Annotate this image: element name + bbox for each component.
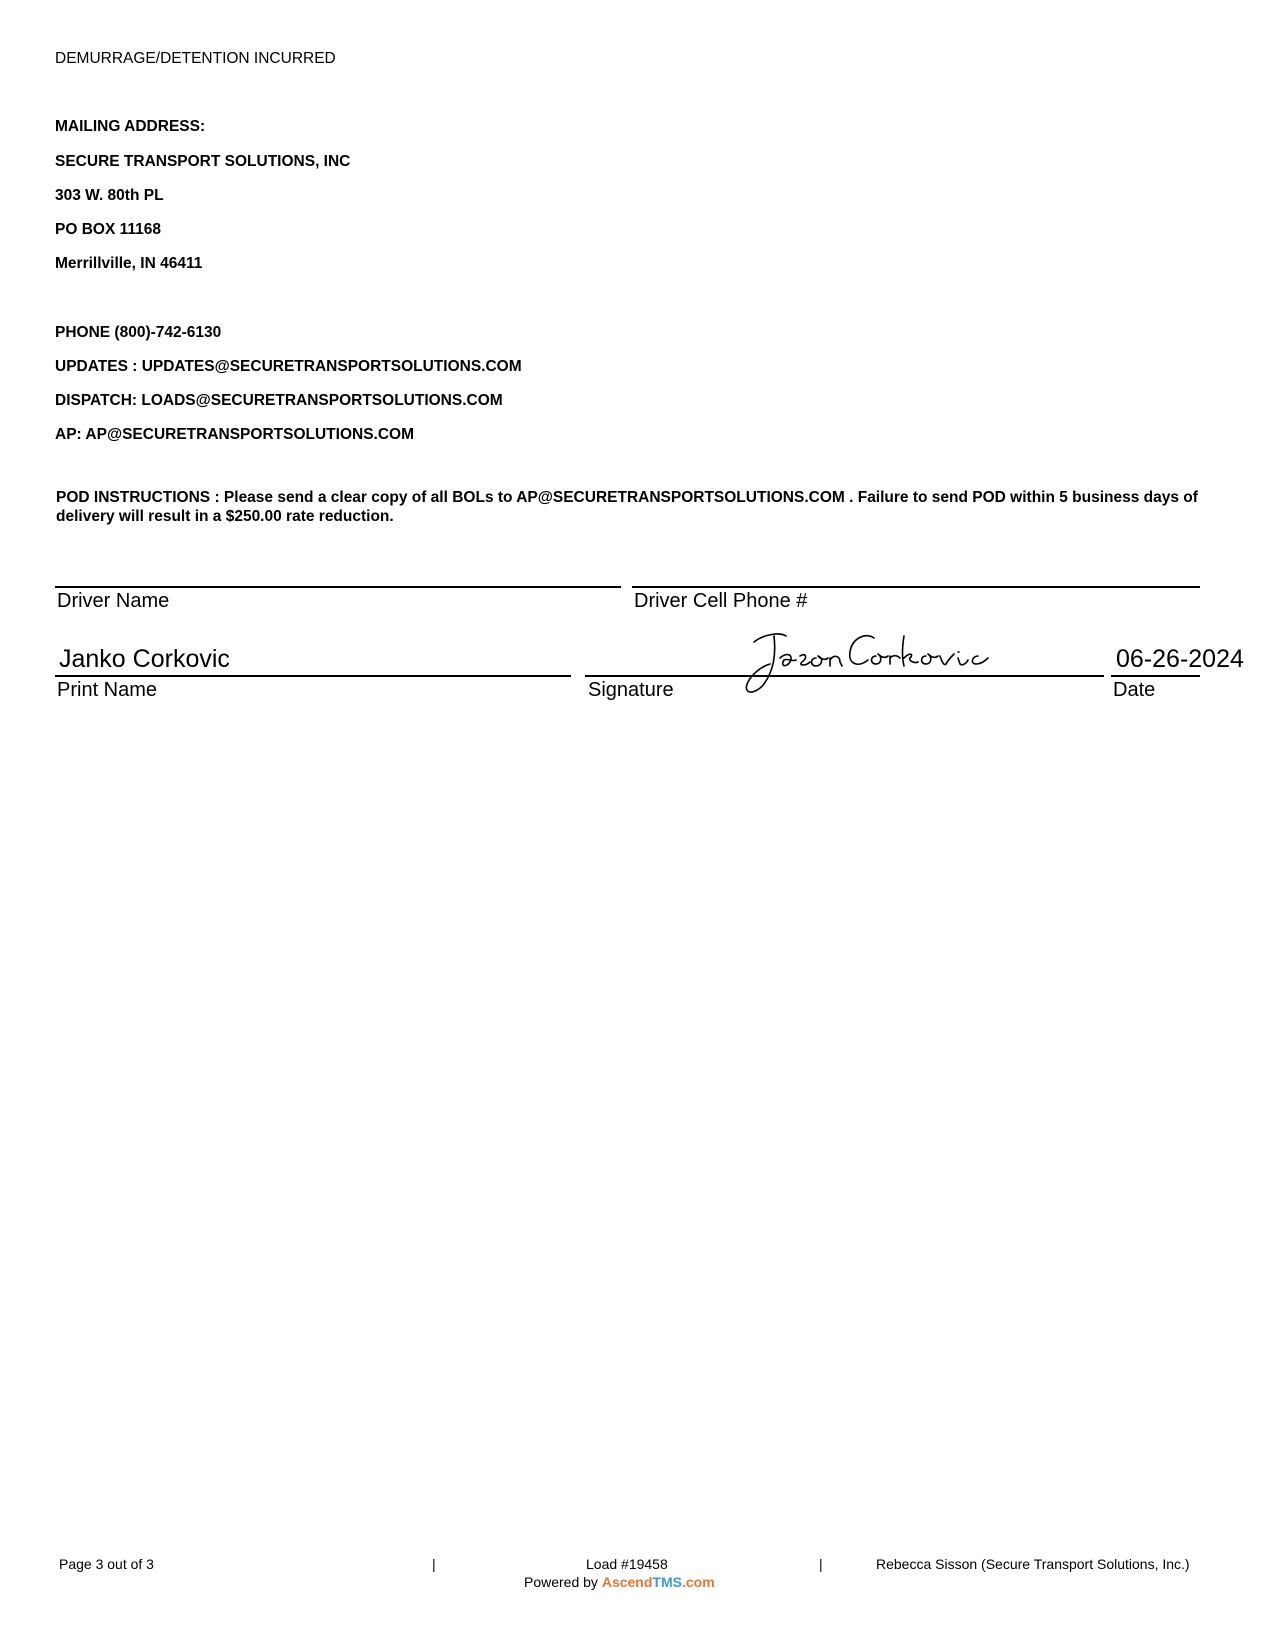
driver-phone-line [632, 586, 1200, 588]
page-indicator: Page 3 out of 3 [59, 1556, 154, 1572]
print-name-label: Print Name [57, 679, 158, 701]
mailing-address-label: MAILING ADDRESS: [55, 118, 206, 135]
driver-phone-label: Driver Cell Phone # [634, 590, 808, 612]
load-number: Load #19458 [586, 1556, 668, 1572]
powered-by-label: Powered by [524, 1574, 598, 1590]
signature-label: Signature [588, 679, 674, 701]
phone-line: PHONE (800)-742-6130 [55, 324, 222, 341]
city-state-zip: Merrillville, IN 46411 [55, 255, 203, 272]
updates-email-line: UPDATES : UPDATES@SECURETRANSPORTSOLUTIONS.COM [55, 358, 522, 375]
powered-by-line [524, 1574, 715, 1590]
date-label: Date [1113, 679, 1156, 701]
signature-line [585, 675, 1104, 677]
driver-name-line [55, 586, 621, 588]
brand-com: .com [681, 1574, 715, 1590]
driver-name-label: Driver Name [57, 590, 170, 612]
ascendtms-logo[interactable] [602, 1574, 715, 1590]
footer-separator-right: | [819, 1556, 823, 1572]
footer-user: Rebecca Sisson (Secure Transport Solutions, Inc.) [876, 1556, 1190, 1572]
demurrage-notice: DEMURRAGE/DETENTION INCURRED [55, 50, 336, 67]
date-value: 06-26-2024 [1116, 645, 1244, 673]
print-name-line [55, 675, 571, 677]
date-line [1111, 675, 1200, 677]
pod-instructions: POD INSTRUCTIONS : Please send a clear copy of all BOLs to AP@SECURETRANSPORTSOLUTIONS.COM . Failure to send POD within 5 business days of delivery will result in a $250.00 rate reduction. [56, 489, 1198, 525]
street-address: 303 W. 80th PL [55, 187, 164, 204]
print-name-value: Janko Corkovic [59, 645, 230, 673]
po-box: PO BOX 11168 [55, 221, 161, 238]
company-name: SECURE TRANSPORT SOLUTIONS, INC [55, 153, 351, 170]
handwritten-signature [740, 628, 1000, 700]
ap-email-line: AP: AP@SECURETRANSPORTSOLUTIONS.COM [55, 426, 414, 443]
brand-ascend: Ascend [601, 1574, 653, 1590]
dispatch-email-line: DISPATCH: LOADS@SECURETRANSPORTSOLUTIONS.COM [55, 392, 503, 409]
footer-separator-left: | [432, 1556, 436, 1572]
brand-tms: TMS [652, 1574, 682, 1590]
